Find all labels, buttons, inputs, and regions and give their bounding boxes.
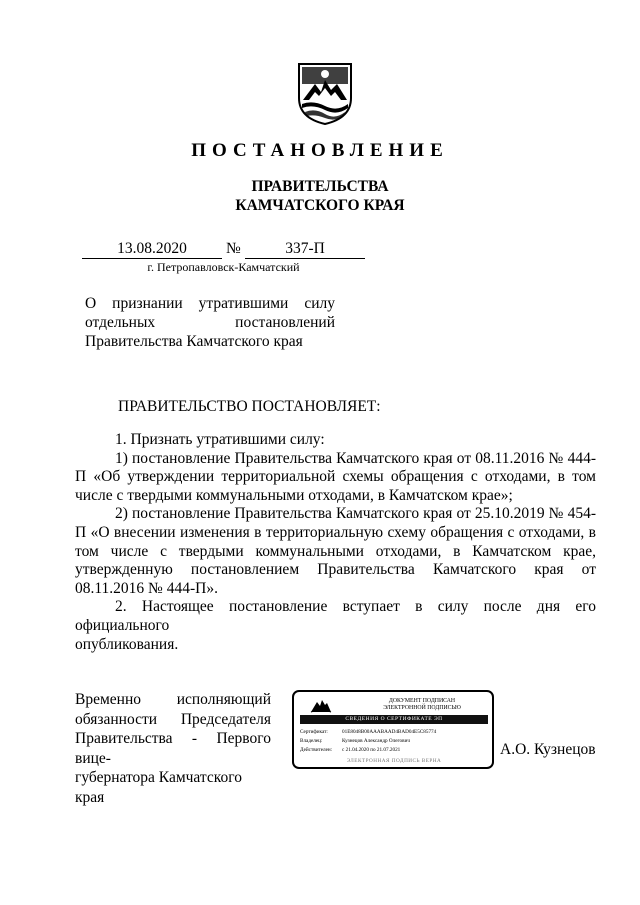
stamp-valid-value: с 21.04.2020 по 21.07.2021 — [342, 747, 401, 753]
coat-of-arms-icon — [295, 60, 355, 126]
stamp-footer: ЭЛЕКТРОННАЯ ПОДПИСЬ ВЕРНА — [346, 758, 442, 764]
signatory-role — [75, 690, 271, 807]
paragraph-2-line-1: 2. Настоящее постановление вступает в силу после дня его официального — [75, 598, 596, 634]
paragraph-1-2: 2) постановление Правительства Камчатского края от 25.10.2019 № 454-П «О внесении изменения в территориальную схему обращения с отходами, в том числе с твердыми коммунальными отходами, в Камчатском крае, утвержденную постановлением Правительства Камчатского края от 08.11.2016 № 444-П». — [75, 505, 596, 597]
subject-line-3: Правительства Камчатского края — [85, 333, 303, 350]
document-title: ПОСТАНОВЛЕНИЕ — [191, 140, 449, 161]
role-line-2: обязанности Председателя — [75, 710, 271, 728]
stamp-owner-value: Кузнецов Александр Олегович — [342, 738, 410, 744]
stamp-heading-1: ДОКУМЕНТ ПОДПИСАН — [388, 698, 456, 704]
subject-line-1: О признании утратившими силу — [85, 295, 335, 312]
stamp-cert-value: 01E8048B00AAABAAD4BAD04E5C85774 — [342, 729, 437, 735]
subject-line-2: отдельных постановлений — [85, 314, 335, 331]
stamp-cert-label: Сертификат: — [300, 729, 328, 735]
role-line-1: Временно исполняющий — [75, 691, 271, 708]
stamp-owner-label: Владелец: — [300, 738, 323, 744]
paragraph-2-line-2: опубликования. — [75, 635, 179, 653]
stamp-certificate-bar: СВЕДЕНИЯ О СЕРТИФИКАТЕ ЭП — [300, 715, 488, 724]
authority-line-1: ПРАВИТЕЛЬСТВА — [251, 178, 389, 195]
role-line-3: Правительства - Первого вице- — [75, 730, 271, 767]
paragraph-1: 1. Признать утратившими силу: — [115, 431, 325, 448]
stamp-valid-label: Действителен: — [300, 747, 333, 753]
number-sign: № — [226, 240, 241, 257]
document-date: 13.08.2020 — [82, 240, 222, 259]
decree-heading: ПРАВИТЕЛЬСТВО ПОСТАНОВЛЯЕТ: — [118, 398, 381, 415]
signer-name: А.О. Кузнецов — [500, 741, 596, 758]
city-name: г. Петропавловск-Камчатский — [147, 260, 300, 274]
document-body — [75, 431, 596, 654]
authority-line-2: КАМЧАТСКОГО КРАЯ — [235, 197, 405, 214]
stamp-heading-2: ЭЛЕКТРОННОЙ ПОДПИСЬЮ — [383, 705, 461, 711]
stamp-emblem-icon — [310, 697, 332, 713]
document-subject — [85, 294, 335, 351]
role-line-4: губернатора Камчатского края — [75, 769, 242, 806]
document-number: 337-П — [245, 240, 365, 259]
electronic-signature-stamp — [292, 690, 494, 769]
paragraph-1-1: 1) постановление Правительства Камчатского края от 08.11.2016 № 444-П «Об утверждении территориальной схемы обращения с отходами, в том числе с твердыми коммунальными отходами, в Камчатском крае»; — [75, 449, 596, 504]
